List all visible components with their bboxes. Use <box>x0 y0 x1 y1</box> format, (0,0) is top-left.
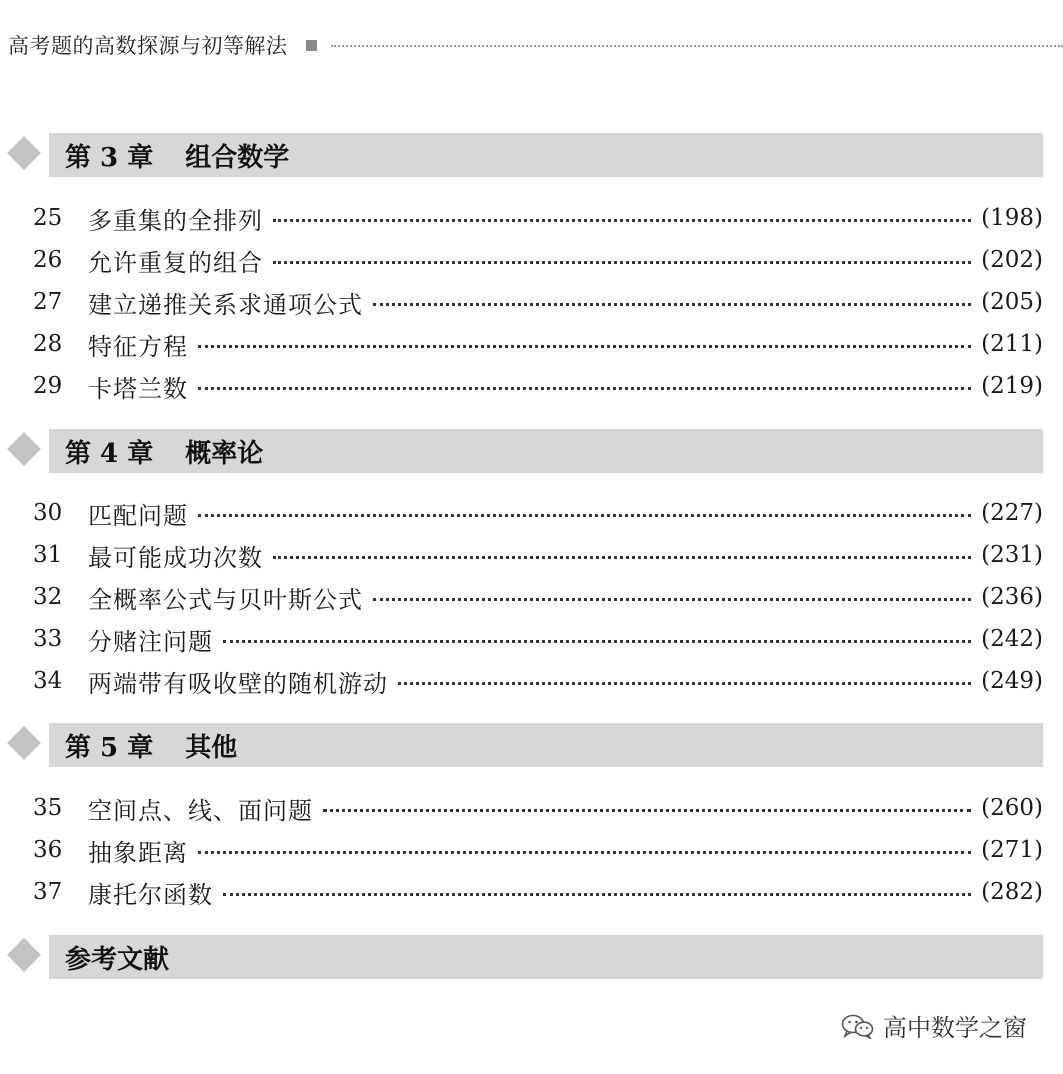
entry-number: 33 <box>33 626 63 652</box>
entry-number: 27 <box>33 289 63 315</box>
entry-page: (236) <box>981 584 1043 610</box>
toc-entry[interactable] <box>0 619 1063 659</box>
entry-title: 全概率公式与贝叶斯公式 <box>88 585 363 614</box>
entry-page: (242) <box>981 626 1043 652</box>
toc-entry[interactable] <box>0 577 1063 617</box>
entry-title: 空间点、线、面问题 <box>88 796 313 825</box>
entry-title: 特征方程 <box>88 332 188 361</box>
chapter-title: 组合数学 <box>185 142 290 173</box>
dot-leader <box>398 682 971 685</box>
chapter-heading-5 <box>0 723 1063 767</box>
chapter-bar <box>49 429 1043 473</box>
toc-entry[interactable] <box>0 282 1063 322</box>
entry-page: (205) <box>981 289 1043 315</box>
entry-number: 26 <box>33 247 63 273</box>
chapter-bar <box>49 133 1043 177</box>
entry-page: (219) <box>981 373 1043 399</box>
wechat-icon <box>841 1013 875 1039</box>
entry-number: 32 <box>33 584 63 610</box>
dot-leader <box>373 303 971 306</box>
entry-number: 37 <box>33 879 63 905</box>
entry-title: 匹配问题 <box>88 501 188 530</box>
entry-page: (249) <box>981 668 1043 694</box>
dot-leader <box>323 809 971 812</box>
dot-leader <box>198 345 971 348</box>
entry-title: 抽象距离 <box>88 838 188 867</box>
toc-entry[interactable] <box>0 240 1063 280</box>
references-title: 参考文献 <box>65 944 170 975</box>
entry-number: 29 <box>33 373 63 399</box>
dot-leader <box>198 851 971 854</box>
diamond-icon <box>7 432 41 466</box>
entry-page: (231) <box>981 542 1043 568</box>
entry-number: 35 <box>33 795 63 821</box>
dot-leader <box>273 261 971 264</box>
toc-entry[interactable] <box>0 535 1063 575</box>
toc-entry[interactable] <box>0 198 1063 238</box>
chapter-title: 其他 <box>185 732 238 763</box>
entry-title: 卡塔兰数 <box>88 374 188 403</box>
watermark-text: 高中数学之窗 <box>883 1014 1027 1042</box>
toc-entry[interactable] <box>0 366 1063 406</box>
entry-title: 最可能成功次数 <box>88 543 263 572</box>
dot-leader <box>198 387 971 390</box>
chapter-bar <box>49 935 1043 979</box>
dot-leader <box>273 219 971 222</box>
chapter-label: 第 5 章 <box>65 732 154 763</box>
chapter-label: 第 3 章 <box>65 142 154 173</box>
diamond-icon <box>7 726 41 760</box>
dot-leader <box>223 893 971 896</box>
toc-entry[interactable] <box>0 830 1063 870</box>
entry-number: 25 <box>33 205 63 231</box>
entry-page: (260) <box>981 795 1043 821</box>
header-square-icon <box>306 40 317 51</box>
entry-number: 28 <box>33 331 63 357</box>
entry-title: 康托尔函数 <box>88 880 213 909</box>
entry-title: 分赌注问题 <box>88 627 213 656</box>
entry-number: 34 <box>33 668 63 694</box>
chapter-title: 概率论 <box>185 438 264 469</box>
dot-leader <box>373 598 971 601</box>
toc-entry[interactable] <box>0 661 1063 701</box>
dot-leader <box>223 640 971 643</box>
entry-page: (198) <box>981 205 1043 231</box>
entry-page: (271) <box>981 837 1043 863</box>
entry-number: 31 <box>33 542 63 568</box>
chapter-bar <box>49 723 1043 767</box>
book-title: 高考题的高数探源与初等解法 <box>8 34 288 58</box>
dot-leader <box>273 556 971 559</box>
diamond-icon <box>7 938 41 972</box>
entry-title: 多重集的全排列 <box>88 206 263 235</box>
chapter-label: 第 4 章 <box>65 438 154 469</box>
entry-page: (202) <box>981 247 1043 273</box>
chapter-heading-3 <box>0 133 1063 177</box>
entry-page: (227) <box>981 500 1043 526</box>
entry-number: 30 <box>33 500 63 526</box>
toc-entry[interactable] <box>0 872 1063 912</box>
entry-number: 36 <box>33 837 63 863</box>
entry-page: (282) <box>981 879 1043 905</box>
entry-title: 建立递推关系求通项公式 <box>88 290 363 319</box>
diamond-icon <box>7 136 41 170</box>
toc-entry[interactable] <box>0 493 1063 533</box>
toc-entry[interactable] <box>0 324 1063 364</box>
toc-entry[interactable] <box>0 788 1063 828</box>
entry-title: 允许重复的组合 <box>88 248 263 277</box>
watermark <box>841 1008 1027 1043</box>
header-dotted-rule <box>331 45 1063 47</box>
references-heading <box>0 935 1063 979</box>
entry-title: 两端带有吸收壁的随机游动 <box>88 669 388 698</box>
chapter-heading-4 <box>0 429 1063 473</box>
entry-page: (211) <box>981 331 1043 357</box>
dot-leader <box>198 514 971 517</box>
running-header <box>8 28 1063 62</box>
